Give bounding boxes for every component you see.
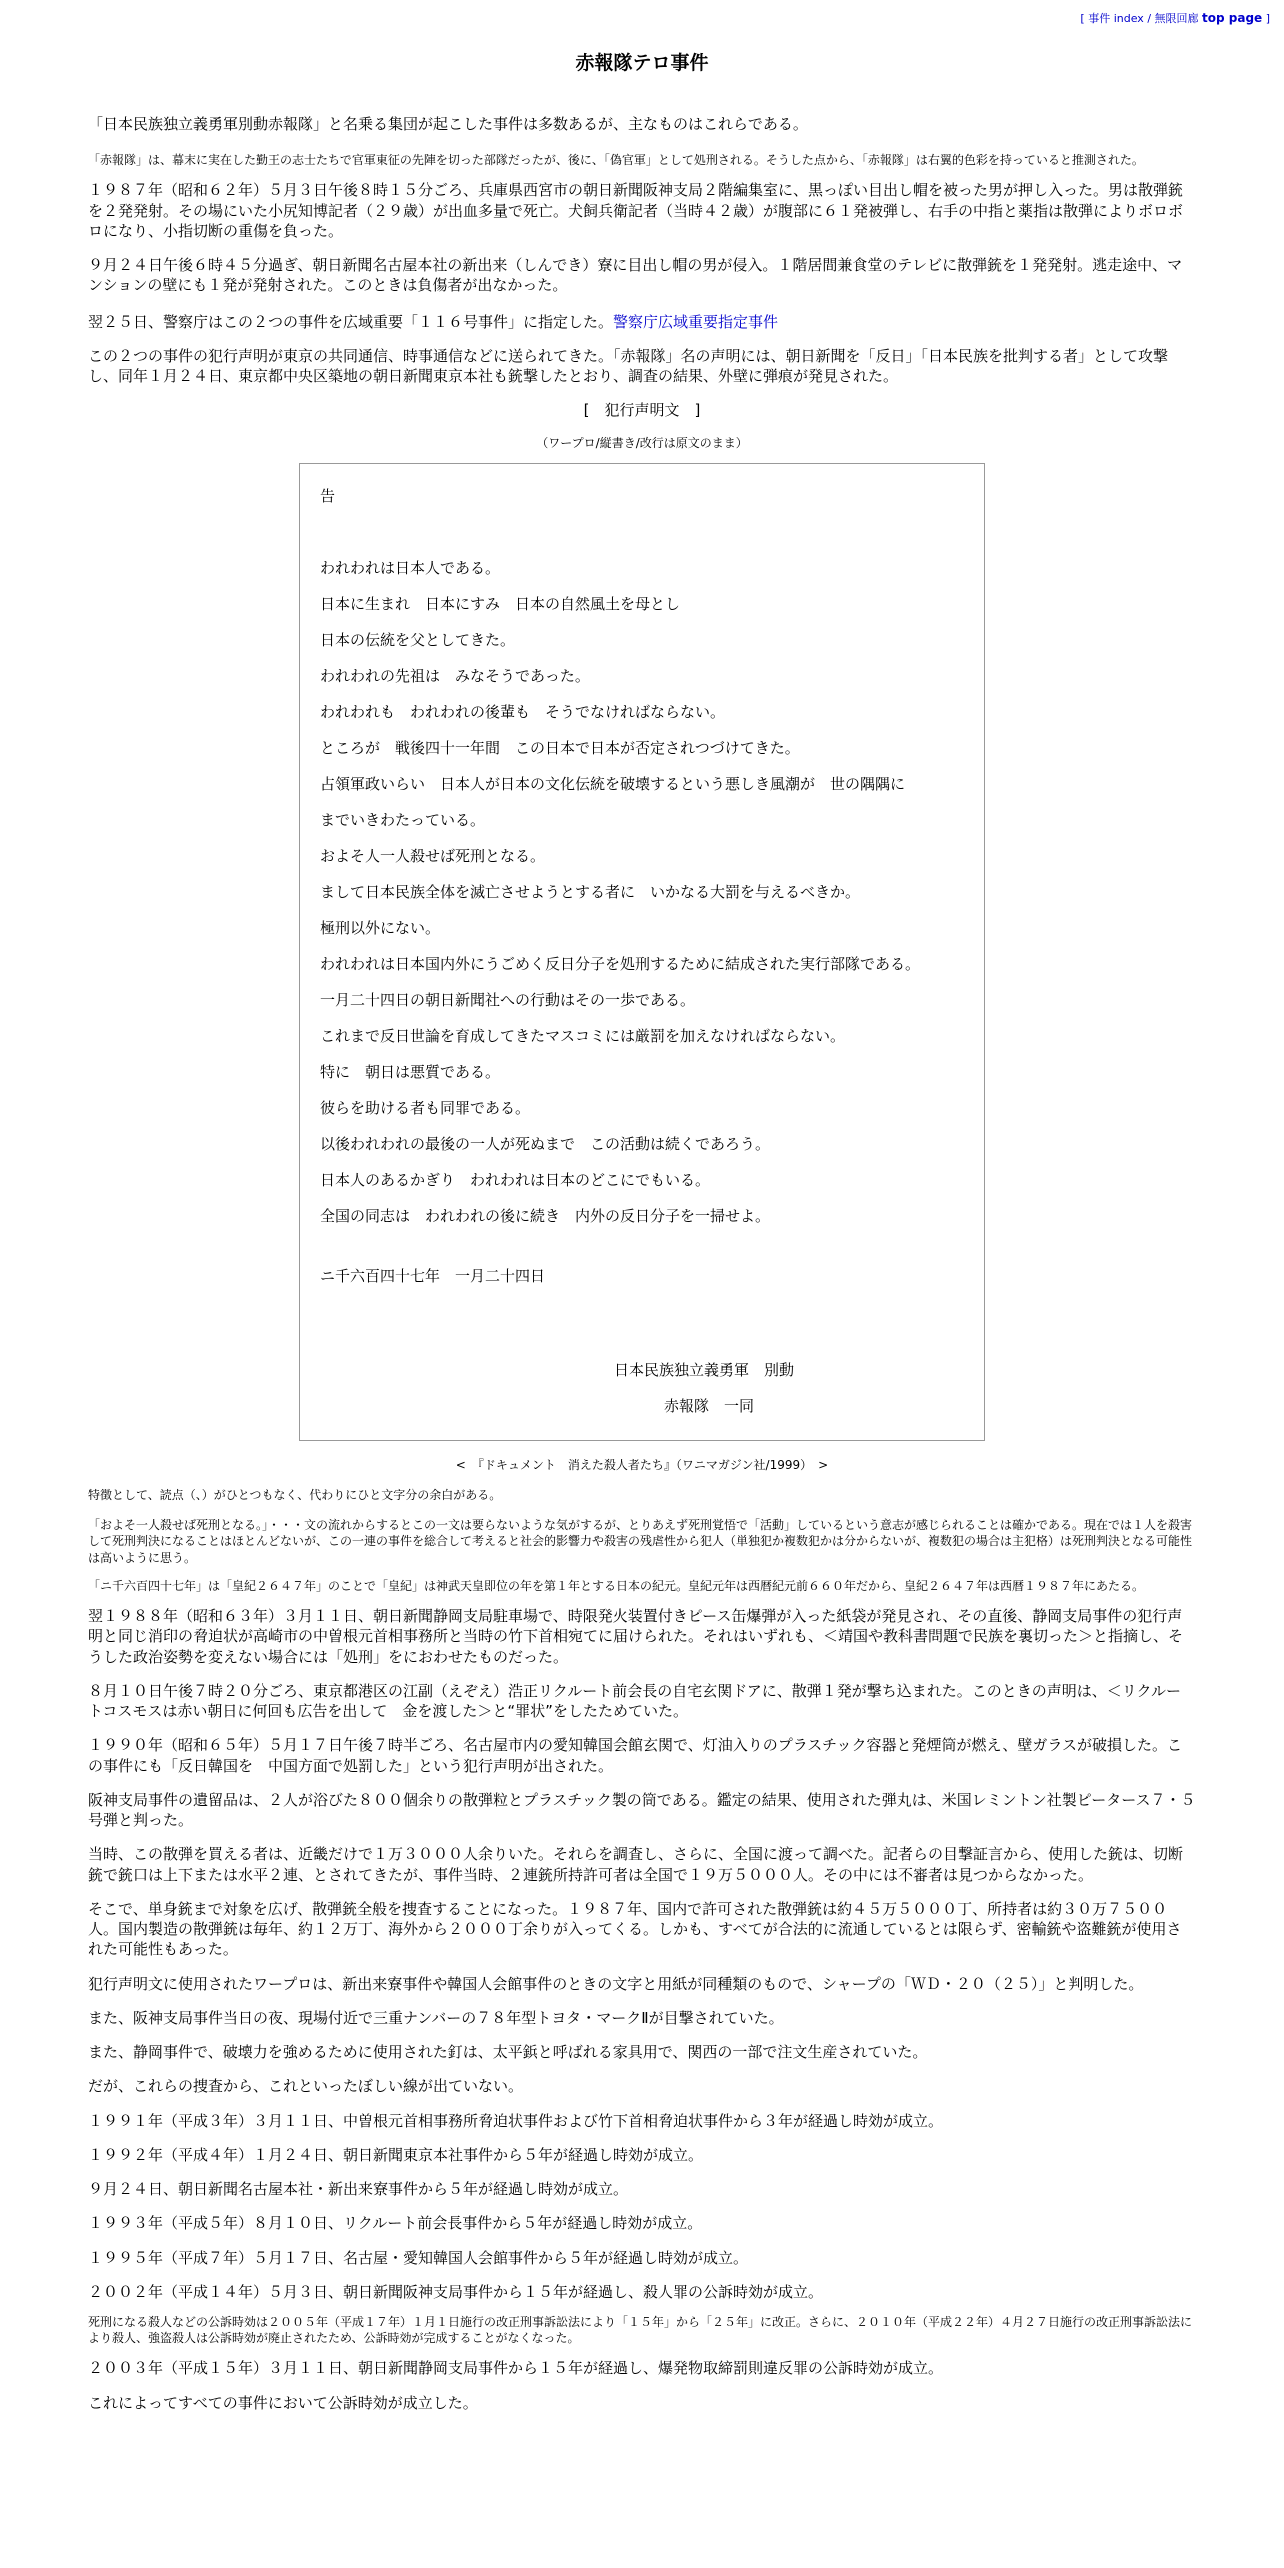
statement-spacer bbox=[320, 1234, 964, 1258]
body-paragraph: 翌１９８８年（昭和６３年）３月１１日、朝日新聞静岡支局駐車場で、時限発火装置付きピース缶爆弾が入った紙袋が発見され、その直後、静岡支局事件の犯行声明と同じ消印の脅迫状が高崎市の中曽根元首相事務所と当時の竹下首相宛てに届けられた。それはいずれも、＜靖国や教科書問題で民族を裏切った＞と指摘し、そうした政治姿勢を変えない場合には「処刑」をにおわせたものだった。 bbox=[88, 1607, 1184, 1666]
statute-line: ２００２年（平成１４年）５月３日、朝日新聞阪神支局事件から１５年が経過し、殺人罪の公訴時効が成立。 bbox=[88, 2282, 824, 2301]
statement-line: 全国の同志は われわれの後に続き 内外の反日分子を一掃せよ。 bbox=[320, 1206, 771, 1225]
designation-text: 翌２５日、警察庁はこの２つの事件を広域重要「１１６号事件」に指定した。 bbox=[88, 312, 614, 331]
statute-line: ２００３年（平成１５年）３月１１日、朝日新聞静岡支局事件から１５年が経過し、爆発物取締罰則違反罪の公訴時効が成立。 bbox=[88, 2359, 944, 2378]
statement-line: およそ人一人殺せば死刑となる。 bbox=[320, 846, 546, 865]
body-paragraph: 阪神支局事件の遺留品は、２人が浴びた８００個余りの散弾粒とプラスチック製の筒である。鑑定の結果、使用された弾丸は、米国レミントン社製ピータース７・５号弾と判った。 bbox=[88, 1790, 1196, 1829]
source-citation: < 『ドキュメント 消えた殺人者たち』（ワニマガジン社/1999） > bbox=[455, 1457, 829, 1472]
statement-date: ニ千六百四十七年 一月二十四日 bbox=[320, 1266, 546, 1285]
article-content bbox=[88, 114, 1196, 2413]
body-paragraph: また、静岡事件で、破壊力を強めるために使用された釘は、太平鋲と呼ばれる家具用で、関西の一部で注文生産されていた。 bbox=[88, 2043, 928, 2061]
top-navigation bbox=[1080, 10, 1270, 26]
designation-link[interactable]: 警察庁広域重要指定事件 bbox=[613, 312, 779, 331]
statement-line: これまで反日世論を育成してきたマスコミには厳罰を加えなければならない。 bbox=[320, 1026, 846, 1045]
note-imperial-calendar: 「ニ千六百四十七年」は「皇紀２６４７年」のことで「皇紀」は神武天皇即位の年を第１年とする日本の紀元。皇紀元年は西暦紀元前６６０年だから、皇紀２６４７年は西暦１９８７年にあたる。 bbox=[88, 1578, 1145, 1593]
statement-intro-paragraph: この２つの事件の犯行声明が東京の共同通信、時事通信などに送られてきた。「赤報隊」名の声明には、朝日新聞を「反日」「日本民族を批判する者」として攻撃し、同年１月２４日、東京都中央区築地の朝日新聞東京本社も銃撃したとおり、調査の結果、外壁に弾痕が発見された。 bbox=[88, 346, 1169, 386]
body-paragraph: ８月１０日午後７時２０分ごろ、東京都港区の江副（えぞえ）浩正リクルート前会長の自宅玄関ドアに、散弾１発が撃ち込まれた。このときの声明は、＜リクルートコスモスは赤い朝日に何回も広告を出して 金を渡した＞と“罪状”をしたためていた。 bbox=[88, 1681, 1182, 1720]
page-title: 赤報隊テロ事件 bbox=[575, 52, 709, 74]
nav-top-page-link[interactable]: top page bbox=[1202, 11, 1263, 25]
statement-signature-unit: 赤報隊 一同 bbox=[663, 1396, 754, 1415]
statement-box bbox=[299, 463, 985, 1441]
nav-archive-link[interactable]: 無限回廊 bbox=[1154, 12, 1199, 25]
intro-paragraph-1: 「日本民族独立義勇軍別動赤報隊」と名乗る集団が起こした事件は多数あるが、主なものはこれらである。 bbox=[88, 115, 808, 133]
statement-spacer bbox=[320, 514, 964, 550]
statement-line: 日本人のあるかぎり われわれは日本のどこにでもいる。 bbox=[320, 1170, 711, 1189]
note-punctuation: 特徴として、読点（、）がひとつもなく、代わりにひと文字分の余白がある。 bbox=[88, 1488, 502, 1503]
nav-bracket-open: [ bbox=[1080, 12, 1085, 25]
statute-line: １９９５年（平成７年）５月１７日、名古屋・愛知韓国人会館事件から５年が経過し時効が成立。 bbox=[88, 2248, 749, 2267]
nav-bracket-close: ] bbox=[1265, 12, 1270, 25]
intro-paragraph-hanshin: １９８７年（昭和６２年）５月３日午後８時１５分ごろ、兵庫県西宮市の朝日新聞阪神支局２階編集室に、黒っぽい目出し帽を被った男が押し入った。男は散弾銃を２発発射。その場にいた小尻知博記者（２９歳）が出血多量で死亡。犬飼兵衛記者（当時４２歳）が腹部に６１発被弾し、右手の中指と薬指は散弾によりボロボロになり、小指切断の重傷を負った。 bbox=[88, 181, 1184, 240]
statement-line: 特に 朝日は悪質である。 bbox=[320, 1062, 501, 1081]
statement-heading: [ 犯行声明文 ] bbox=[583, 401, 701, 420]
statement-line: ところが 戦後四十一年間 この日本で日本が否定されつづけてきた。 bbox=[320, 738, 800, 757]
statement-spacer bbox=[320, 1294, 964, 1352]
closing-line: これによってすべての事件において公訴時効が成立した。 bbox=[88, 2393, 478, 2412]
statement-line: 占領軍政いらい 日本人が日本の文化伝統を破壊するという悪しき風潮が 世の隅隅に bbox=[320, 774, 906, 793]
body-paragraph: 当時、この散弾を買える者は、近畿だけで１万３０００人余りいた。それらを調査し、さらに、全国に渡って調べた。記者らの目撃証言から、使用した銃は、切断銃で銃口は上下または水平２連、とされてきたが、事件当時、２連銃所持許可者は全国で１９万５０００人。その中には不審者は見つからなかった。 bbox=[88, 1845, 1184, 1884]
statute-line: １９９３年（平成５年）８月１０日、リクルート前会長事件から５年が経過し時効が成立。 bbox=[88, 2214, 703, 2233]
body-paragraph: １９９０年（昭和６５年）５月１７日午後７時半ごろ、名古屋市内の愛知韓国会館玄関で、灯油入りのプラスチック容器と発煙筒が燃え、壁ガラスが破損した。この事件にも「反日韓国を 中国方面で処罰した」という犯行声明が出された。 bbox=[88, 1736, 1182, 1775]
statement-line: われわれも われわれの後輩も そうでなければならない。 bbox=[320, 702, 726, 721]
statement-line: 彼らを助ける者も同罪である。 bbox=[320, 1098, 531, 1117]
law-revision-note: 死刑になる殺人などの公訴時効は２００５年（平成１７年）１月１日施行の改正刑事訴訟法により「１５年」から「２５年」に改正。さらに、２０１０年（平成２２年）４月２７日施行の改正刑事訴訟法により殺人、強盗殺人は公訴時効が廃止されたため、公訴時効が完成することがなくなった。 bbox=[88, 2315, 1193, 2346]
body-paragraph: だが、これらの捜査から、これといったぼしい線が出ていない。 bbox=[88, 2077, 524, 2096]
statement-line: われわれは日本人である。 bbox=[320, 558, 501, 577]
statement-line: まして日本民族全体を滅亡させようとする者に いかなる大罰を与えるべきか。 bbox=[320, 882, 861, 901]
statement-header: 告 bbox=[320, 486, 336, 505]
body-paragraph: そこで、単身銃まで対象を広げ、散弾銃全般を捜査することになった。１９８７年、国内で許可された散弾銃は約４５万５０００丁、所持者は約３０万７５００人。国内製造の散弾銃は毎年、約１２万丁、海外から２０００丁余りが入ってくる。しかも、すべてが合法的に流通しているとは限らず、密輸銃や盗難銃が使用された可能性もあった。 bbox=[88, 1899, 1182, 1959]
statement-line: 日本に生まれ 日本にすみ 日本の自然風土を母とし bbox=[320, 594, 681, 613]
body-paragraph: また、阪神支局事件当日の夜、現場付近で三重ナンバーの７８年型トヨタ・マークⅡが目撃されていた。 bbox=[88, 2008, 784, 2027]
statement-signature-group: 日本民族独立義勇軍 別動 bbox=[613, 1360, 794, 1379]
statement-line: われわれの先祖は みなそうであった。 bbox=[320, 666, 590, 685]
statute-line: １９９１年（平成３年）３月１１日、中曽根元首相事務所脅迫状事件および竹下首相脅迫状事件から３年が経過し時効が成立。 bbox=[88, 2111, 944, 2130]
nav-separator: / bbox=[1147, 12, 1152, 25]
statement-note: （ワープロ/縦書き/改行は原文のまま） bbox=[536, 435, 748, 450]
statement-line: 以後われわれの最後の一人が死ぬまで この活動は続くであろう。 bbox=[320, 1134, 771, 1153]
intro-paragraph-nagoya: ９月２４日午後６時４５分過ぎ、朝日新聞名古屋本社の新出来（しんでき）寮に目出し帽の男が侵入。１階居間兼食堂のテレビに散弾銃を１発発射。逃走途中、マンションの壁にも１発が発射された。このときは負傷者が出なかった。 bbox=[88, 256, 1183, 295]
statement-line: 日本の伝統を父としてきた。 bbox=[320, 630, 516, 649]
statement-line: われわれは日本国内外にうごめく反日分子を処刑するために結成された実行部隊である。 bbox=[320, 954, 921, 973]
statute-line: １９９２年（平成４年）１月２４日、朝日新聞東京本社事件から５年が経過し時効が成立。 bbox=[88, 2145, 704, 2164]
designation-paragraph bbox=[88, 312, 1196, 332]
statement-line: 極刑以外にない。 bbox=[320, 918, 441, 937]
statute-line: ９月２４日、朝日新聞名古屋本社・新出来寮事件から５年が経過し時効が成立。 bbox=[88, 2180, 629, 2198]
nav-index-link[interactable]: 事件 index bbox=[1088, 12, 1144, 25]
note-death-penalty: 「およそ一人殺せば死刑となる。」・・・文の流れからするとこの一文は要らないような気がするが、とりあえず死刑覚悟で「活動」しているという意志が感じられることは確かである。現在では１人を殺害して死刑判決になることはほとんどないが、この一連の事件を総合して考えると社会的影響力や殺害の残虐性から犯人（単独犯か複数犯かは分からないが、複数犯の場合は主犯格）は死刑判決となる可能性は高いように思う。 bbox=[88, 1518, 1193, 1565]
statement-line: 一月二十四日の朝日新聞社への行動はその一歩である。 bbox=[320, 990, 696, 1009]
intro-note: 「赤報隊」は、幕末に実在した勤王の志士たちで官軍東征の先陣を切った部隊だったが、後に、「偽官軍」として処刑される。そうした点から、「赤報隊」は右翼的色彩を持っていると推測された。 bbox=[88, 153, 1144, 168]
body-paragraph: 犯行声明文に使用されたワープロは、新出来寮事件や韓国人会館事件のときの文字と用紙が同種類のもので、シャープの「ＷＤ・２０（２５）」と判明した。 bbox=[88, 1974, 1144, 1993]
statement-line: までいきわたっている。 bbox=[320, 810, 486, 829]
